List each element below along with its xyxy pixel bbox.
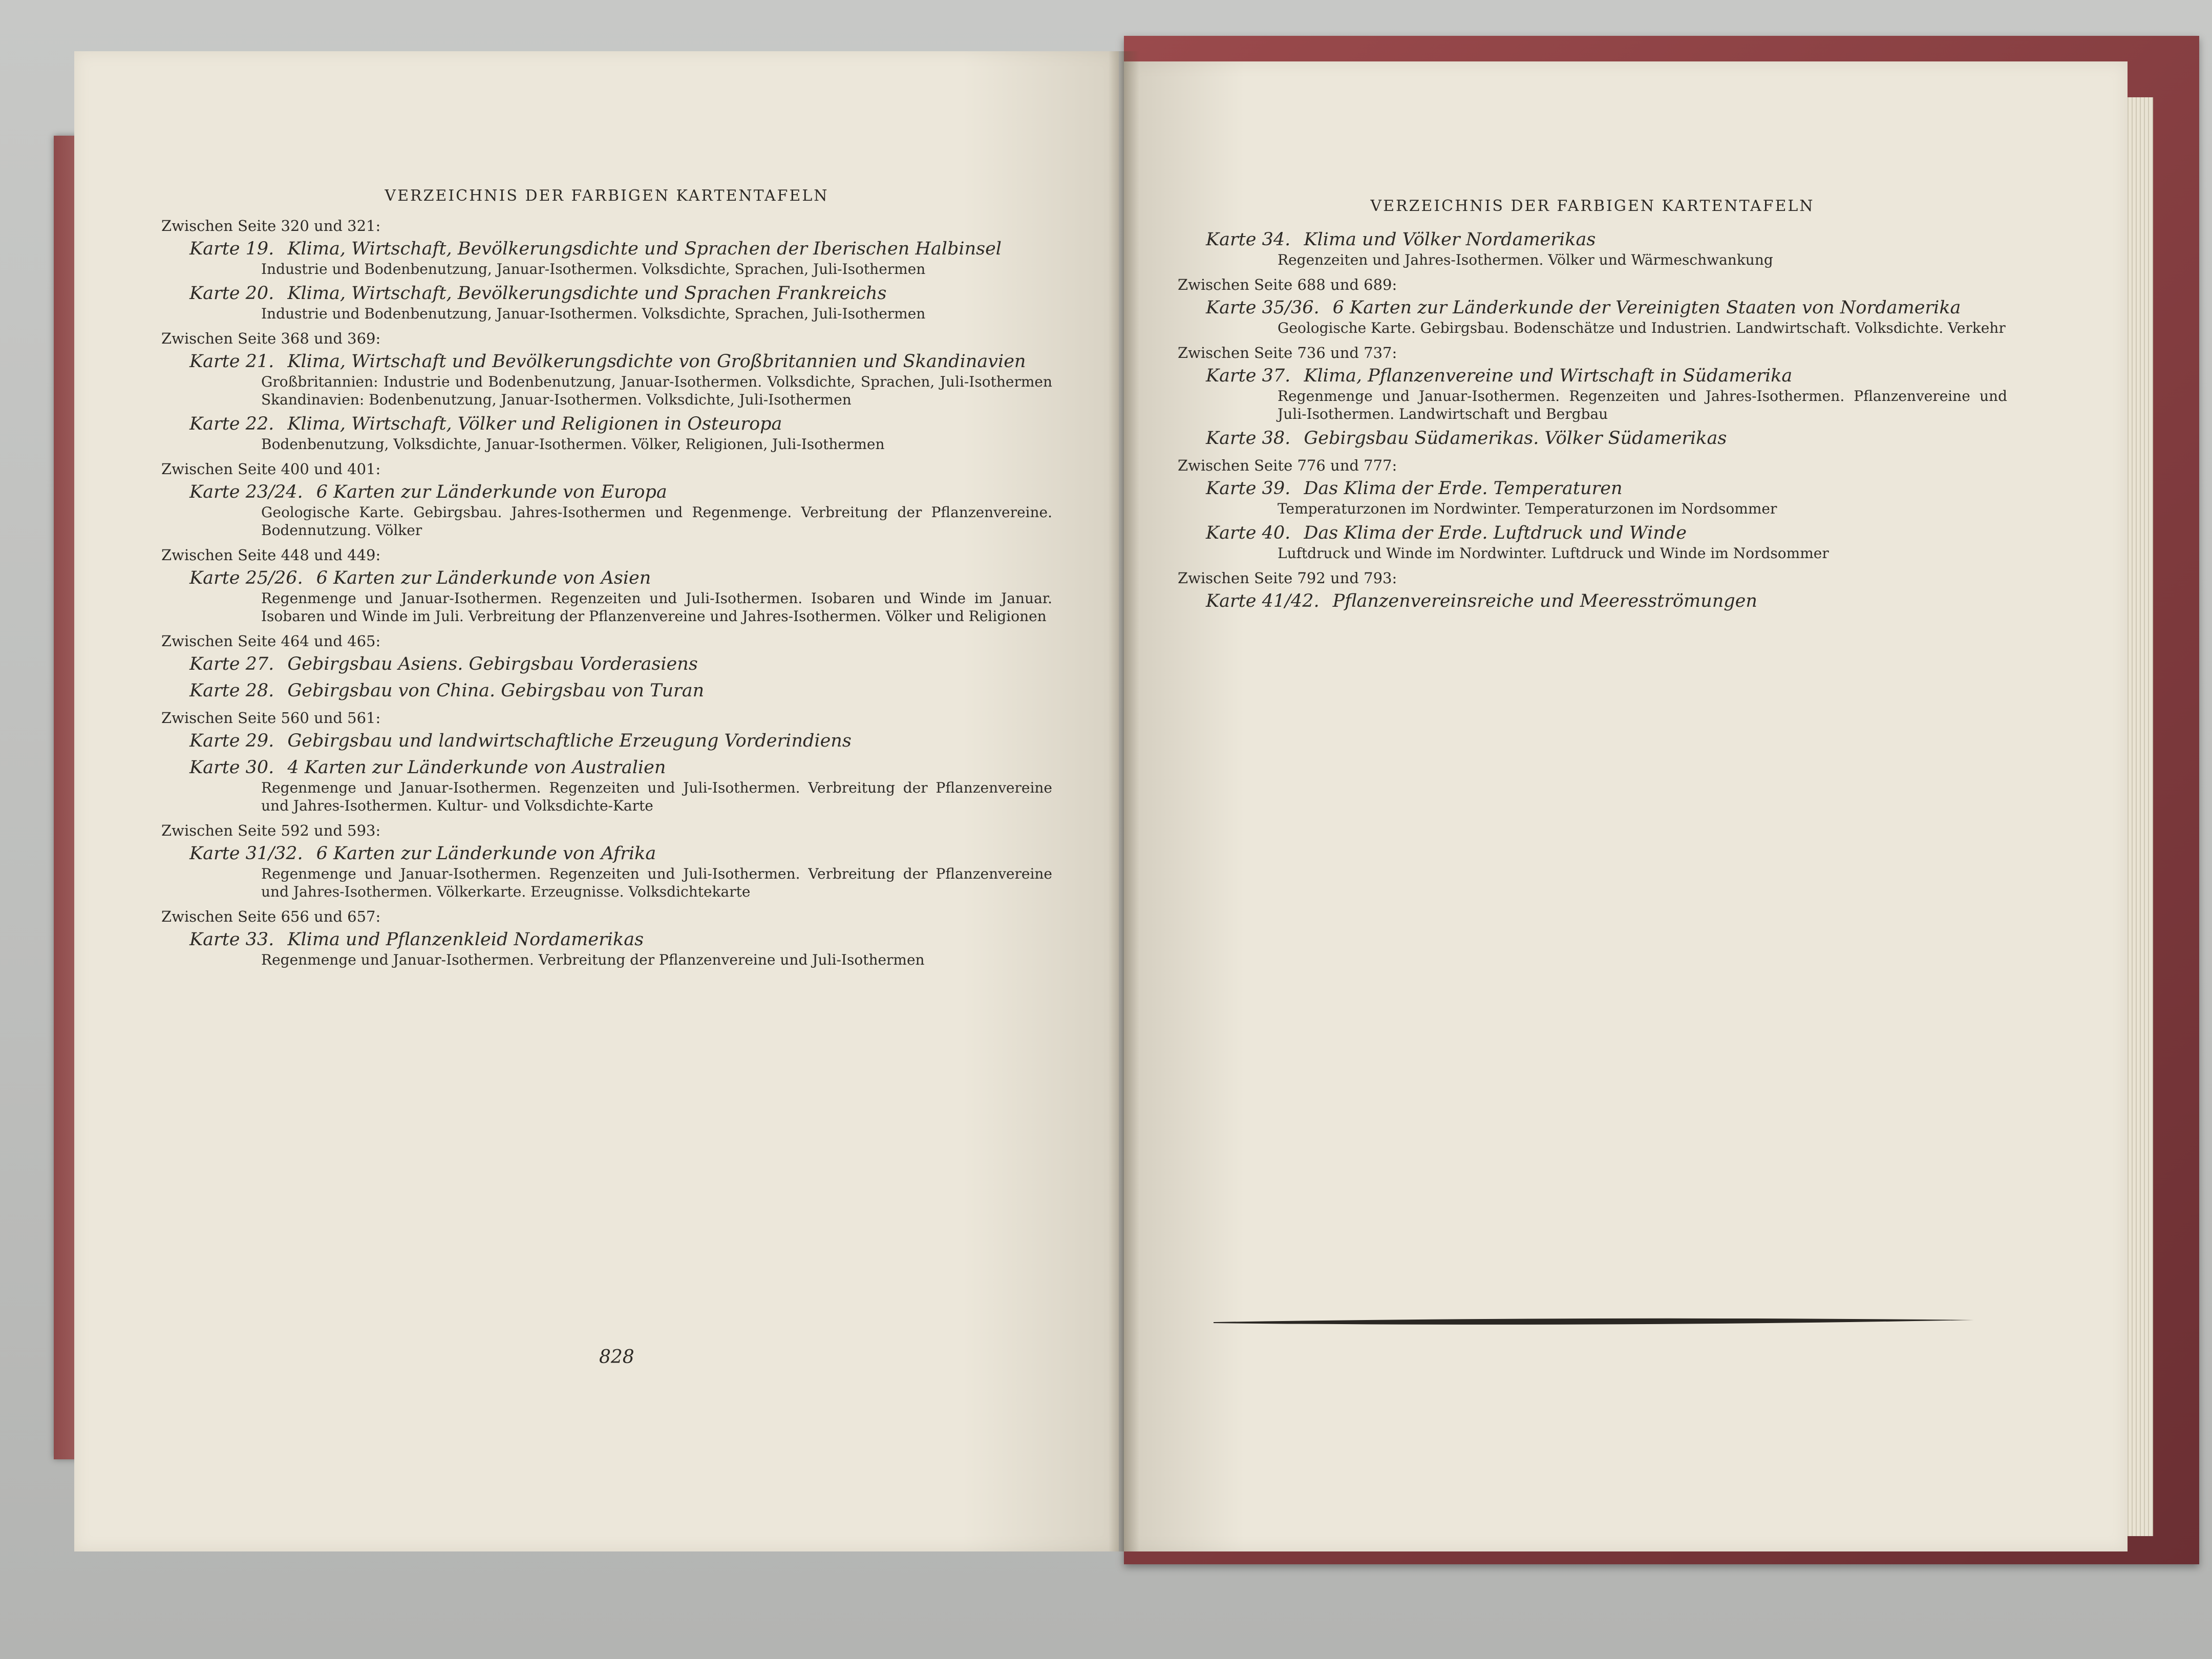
map-description: Geologische Karte. Gebirgsbau. Jahres-Isothermen und Regenmenge. Verbreitung der Pflanzenvereine. Bodennutzung. Völker xyxy=(261,504,1052,539)
map-entry xyxy=(189,238,1052,278)
between-pages-label: Zwischen Seite 656 und 657: xyxy=(161,908,381,925)
map-entry xyxy=(1206,365,2007,423)
between-pages-label: Zwischen Seite 560 und 561: xyxy=(161,709,381,727)
map-title: 6 Karten zur Länderkunde der Vereinigten Staaten von Nordamerika xyxy=(1332,297,1961,318)
plate-section xyxy=(161,709,1052,815)
map-description: Regenmenge und Januar-Isothermen. Regenzeiten und Juli-Isothermen. Isobaren und Winde im Januar. Isobaren und Winde im Juli. Verbreitung der Pflanzenvereine und Jahres-Isothermen. Völker und Religionen xyxy=(261,590,1052,625)
map-entry-title xyxy=(189,238,1052,260)
map-number: Karte 27. xyxy=(189,654,274,674)
map-description: Regenmenge und Januar-Isothermen. Regenzeiten und Juli-Isothermen. Verbreitung der Pflanzenvereine und Jahres-Isothermen. Völkerkarte. Erzeugnisse. Volksdichtekarte xyxy=(261,865,1052,900)
map-title: Das Klima der Erde. Temperaturen xyxy=(1304,478,1623,499)
map-title: Klima und Pflanzenkleid Nordamerikas xyxy=(287,929,644,950)
between-pages-label: Zwischen Seite 464 und 465: xyxy=(161,632,381,650)
map-entry xyxy=(1206,522,2007,562)
map-entry-title xyxy=(189,756,1052,779)
map-entry xyxy=(1206,427,2007,450)
map-entry-title xyxy=(189,350,1052,373)
map-number: Karte 41/42. xyxy=(1206,591,1320,611)
map-title: Klima, Wirtschaft, Bevölkerungsdichte und Sprachen Frankreichs xyxy=(287,283,887,304)
map-entry-title xyxy=(189,730,1052,752)
map-entry-title xyxy=(1206,228,2007,251)
between-pages-label: Zwischen Seite 592 und 593: xyxy=(161,822,381,839)
map-title: Das Klima der Erde. Luftdruck und Winde xyxy=(1304,523,1687,543)
map-description: Regenmenge und Januar-Isothermen. Regenzeiten und Juli-Isothermen. Verbreitung der Pflanzenvereine und Jahres-Isothermen. Kultur- und Volksdichte-Karte xyxy=(261,779,1052,814)
map-title: 6 Karten zur Länderkunde von Asien xyxy=(316,568,651,588)
between-pages-label: Zwischen Seite 400 und 401: xyxy=(161,460,381,478)
plate-section xyxy=(161,546,1052,625)
map-description: Bodenbenutzung, Volksdichte, Januar-Isothermen. Völker, Religionen, Juli-Isothermen xyxy=(261,436,885,453)
map-entry-title xyxy=(189,567,1052,589)
map-entry-title xyxy=(1206,522,2007,544)
map-title: Gebirgsbau Asiens. Gebirgsbau Vorderasiens xyxy=(287,654,698,674)
plate-section xyxy=(161,908,1052,969)
between-pages-label: Zwischen Seite 792 und 793: xyxy=(1178,569,1397,587)
map-number: Karte 40. xyxy=(1206,523,1291,543)
map-entry xyxy=(189,842,1052,901)
map-number: Karte 31/32. xyxy=(189,843,303,864)
map-entry-title xyxy=(1206,590,2007,612)
map-description: Industrie und Bodenbenutzung, Januar-Isothermen. Volksdichte, Sprachen, Juli-Isothermen xyxy=(261,261,926,278)
map-entry xyxy=(189,413,1052,453)
map-entry xyxy=(189,350,1052,409)
map-entry xyxy=(189,756,1052,815)
right-page-text xyxy=(1178,197,2007,620)
map-entry-title xyxy=(189,653,1052,675)
plate-section xyxy=(1178,457,2007,562)
map-entry xyxy=(189,928,1052,969)
between-pages-label: Zwischen Seite 368 und 369: xyxy=(161,330,381,347)
map-number: Karte 25/26. xyxy=(189,568,303,588)
plate-section xyxy=(161,632,1052,702)
left-map-list xyxy=(161,217,1052,969)
between-pages-label: Zwischen Seite 776 und 777: xyxy=(1178,457,1397,474)
plate-section xyxy=(161,217,1052,323)
map-title: Klima, Wirtschaft, Völker und Religionen in Osteuropa xyxy=(287,414,782,434)
map-entry-title xyxy=(189,282,1052,305)
map-entry xyxy=(189,481,1052,539)
map-entry xyxy=(1206,590,2007,612)
map-description: Regenmenge und Januar-Isothermen. Regenzeiten und Jahres-Isothermen. Pflanzenvereine und Juli-Isothermen. Landwirtschaft und Bergbau xyxy=(1278,388,2007,422)
plate-section xyxy=(161,460,1052,539)
between-pages-label: Zwischen Seite 448 und 449: xyxy=(161,546,381,564)
map-number: Karte 21. xyxy=(189,351,274,372)
map-title: 6 Karten zur Länderkunde von Afrika xyxy=(316,843,656,864)
map-title: Klima und Völker Nordamerikas xyxy=(1304,229,1596,250)
between-pages-label: Zwischen Seite 688 und 689: xyxy=(1178,276,1397,293)
map-title: Gebirgsbau Südamerikas. Völker Südamerikas xyxy=(1304,428,1727,449)
plate-section xyxy=(1178,276,2007,337)
map-entry-title xyxy=(189,679,1052,702)
map-entry-title xyxy=(1206,427,2007,450)
map-number: Karte 34. xyxy=(1206,229,1291,250)
end-rule xyxy=(1214,1317,1974,1326)
page-number: 828 xyxy=(599,1347,634,1368)
map-number: Karte 33. xyxy=(189,929,274,950)
left-page-heading: VERZEICHNIS DER FARBIGEN KARTENTAFELN xyxy=(385,187,829,205)
map-entry-title xyxy=(189,481,1052,503)
map-title: 4 Karten zur Länderkunde von Australien xyxy=(287,757,666,778)
right-map-list xyxy=(1178,228,2007,612)
between-pages-label: Zwischen Seite 320 und 321: xyxy=(161,217,381,235)
map-entry-title xyxy=(1206,365,2007,387)
map-number: Karte 22. xyxy=(189,414,274,434)
map-entry xyxy=(189,679,1052,702)
map-number: Karte 30. xyxy=(189,757,274,778)
map-title: Klima, Wirtschaft, Bevölkerungsdichte und Sprachen der Iberischen Halbinsel xyxy=(287,239,1002,259)
map-title: Gebirgsbau von China. Gebirgsbau von Turan xyxy=(287,680,705,701)
map-number: Karte 23/24. xyxy=(189,482,303,502)
map-number: Karte 19. xyxy=(189,239,274,259)
plate-section xyxy=(1178,344,2007,450)
map-number: Karte 20. xyxy=(189,283,274,304)
map-number: Karte 29. xyxy=(189,731,274,751)
map-description: Luftdruck und Winde im Nordwinter. Luftdruck und Winde im Nordsommer xyxy=(1278,545,1829,562)
map-title: Gebirgsbau und landwirtschaftliche Erzeugung Vorderindiens xyxy=(287,731,852,751)
map-entry-title xyxy=(1206,296,2007,319)
plate-section xyxy=(1178,228,2007,269)
map-entry xyxy=(189,730,1052,752)
map-entry xyxy=(1206,296,2007,337)
map-entry xyxy=(189,653,1052,675)
map-number: Karte 37. xyxy=(1206,366,1291,386)
map-entry-title xyxy=(189,928,1052,951)
map-number: Karte 35/36. xyxy=(1206,297,1320,318)
plate-section xyxy=(161,330,1052,453)
plate-section xyxy=(1178,569,2007,612)
map-number: Karte 39. xyxy=(1206,478,1291,499)
between-pages-label: Zwischen Seite 736 und 737: xyxy=(1178,344,1397,361)
map-description: Temperaturzonen im Nordwinter. Temperaturzonen im Nordsommer xyxy=(1278,500,1777,517)
map-entry-title xyxy=(189,842,1052,865)
map-entry xyxy=(189,282,1052,323)
map-description: Regenmenge und Januar-Isothermen. Verbreitung der Pflanzenvereine und Juli-Isothermen xyxy=(261,951,925,968)
map-entry-title xyxy=(1206,477,2007,500)
map-number: Karte 28. xyxy=(189,680,274,701)
right-page-heading: VERZEICHNIS DER FARBIGEN KARTENTAFELN xyxy=(1370,197,1815,215)
map-description: Geologische Karte. Gebirgsbau. Bodenschätze und Industrien. Landwirtschaft. Volksdichte. Verkehr xyxy=(1278,320,2006,336)
map-entry xyxy=(189,567,1052,625)
map-title: Klima, Wirtschaft und Bevölkerungsdichte von Großbritannien und Skandinavien xyxy=(287,351,1026,372)
map-description: Großbritannien: Industrie und Bodenbenutzung, Januar-Isothermen. Volksdichte, Sprachen, Juli-Isothermen Skandinavien: Bodenbenutzung, Januar-Isothermen. Volksdichte, Juli-Isothermen xyxy=(261,373,1052,408)
map-description: Regenzeiten und Jahres-Isothermen. Völker und Wärmeschwankung xyxy=(1278,251,1773,268)
book-gutter xyxy=(1109,51,1139,1551)
map-title: Pflanzenvereinsreiche und Meeresströmungen xyxy=(1332,591,1757,611)
map-title: 6 Karten zur Länderkunde von Europa xyxy=(316,482,667,502)
map-entry xyxy=(1206,477,2007,518)
map-number: Karte 38. xyxy=(1206,428,1291,449)
map-title: Klima, Pflanzenvereine und Wirtschaft in Südamerika xyxy=(1304,366,1793,386)
map-entry-title xyxy=(189,413,1052,435)
map-entry xyxy=(1206,228,2007,269)
left-page-text xyxy=(161,187,1052,976)
plate-section xyxy=(161,822,1052,901)
map-description: Industrie und Bodenbenutzung, Januar-Isothermen. Volksdichte, Sprachen, Juli-Isothermen xyxy=(261,305,926,322)
